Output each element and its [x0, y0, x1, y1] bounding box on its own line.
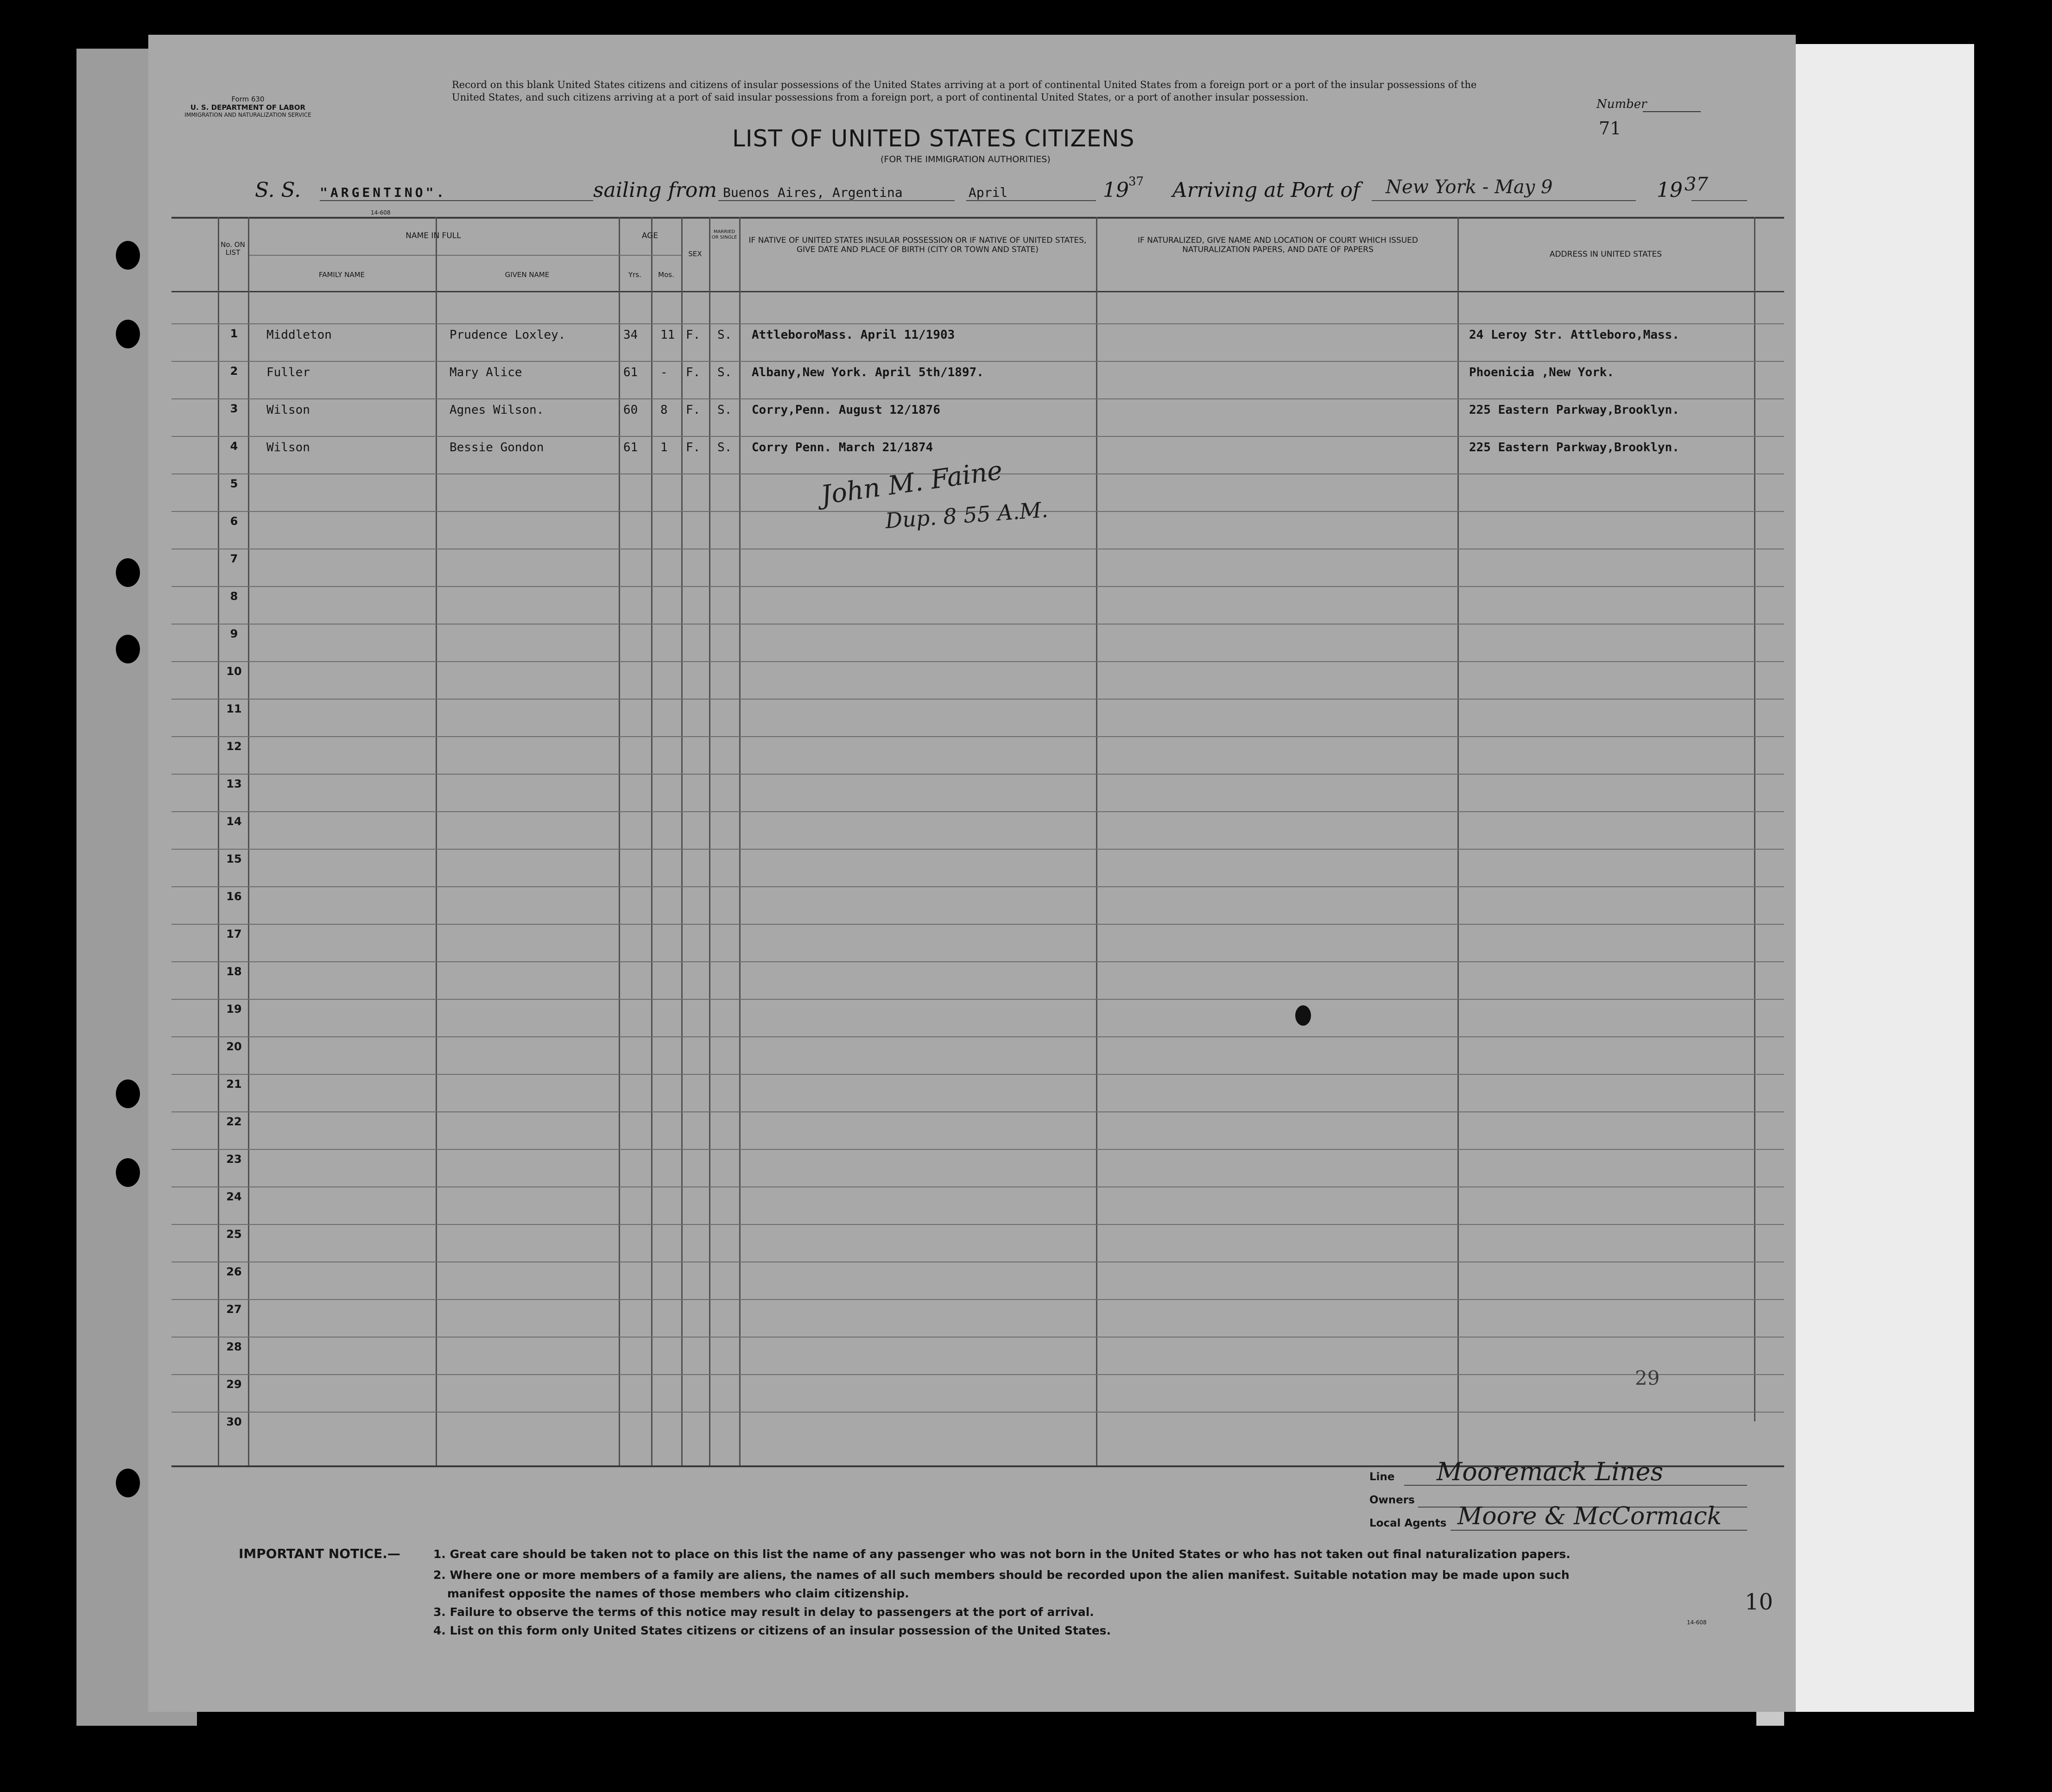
- given-name-cell: Bessie Gondon: [450, 441, 544, 454]
- punch-hole-icon: [116, 320, 140, 348]
- agents-underline: [1450, 1530, 1747, 1531]
- given-name-cell: Mary Alice: [450, 366, 522, 379]
- row-number: 16: [226, 890, 242, 903]
- sex-cell: F.: [686, 441, 701, 454]
- row-rule: [171, 924, 1784, 925]
- service-name: IMMIGRATION AND NATURALIZATION SERVICE: [184, 112, 311, 118]
- row-rule: [171, 736, 1784, 737]
- arrival-year-suffix: 37: [1685, 174, 1708, 195]
- col-header-name-in-full: NAME IN FULL: [405, 231, 461, 240]
- col-header-given-name: GIVEN NAME: [505, 271, 550, 279]
- sex-cell: F.: [686, 328, 701, 342]
- row-number: 24: [226, 1190, 242, 1203]
- row-number: 10: [226, 665, 242, 678]
- form-code: 14-608: [1687, 1619, 1707, 1626]
- row-number: 27: [226, 1303, 242, 1316]
- col-header-birth: IF NATIVE OF UNITED STATES INSULAR POSSESSION OR IF NATIVE OF UNITED STATES, GIVE DATE AND PLACE OF BIRTH (CITY OR TOWN AND STATE): [748, 236, 1087, 254]
- row-number: 1: [230, 327, 238, 340]
- col-divider: [709, 217, 710, 1465]
- row-number: 25: [226, 1228, 242, 1241]
- birth-place-date-cell: Corry,Penn. August 12/1876: [752, 403, 940, 417]
- row-rule: [171, 1337, 1784, 1338]
- marital-status-cell: S.: [717, 441, 732, 454]
- age-years-cell: 61: [623, 441, 638, 454]
- row-rule: [171, 436, 1784, 437]
- sex-cell: F.: [686, 366, 701, 379]
- row-rule: [171, 1186, 1784, 1187]
- arrival-year-prefix: 19: [1657, 178, 1683, 202]
- notice-title: IMPORTANT NOTICE.—: [239, 1546, 400, 1561]
- col-divider: [1457, 217, 1459, 1465]
- family-name-cell: Wilson: [266, 403, 310, 417]
- row-rule: [171, 886, 1784, 887]
- family-name-cell: Fuller: [266, 366, 310, 379]
- birth-place-date-cell: AttleboroMass. April 11/1903: [752, 328, 955, 342]
- us-address-cell: 24 Leroy Str. Attleboro,Mass.: [1469, 328, 1679, 342]
- notice-4: 4. List on this form only United States citizens or citizens of an insular possession of the United States.: [433, 1624, 1111, 1637]
- row-number: 7: [230, 552, 238, 565]
- row-rule: [171, 661, 1784, 662]
- us-address-cell: 225 Eastern Parkway,Brooklyn.: [1469, 403, 1679, 417]
- local-agents-label: Local Agents: [1369, 1517, 1447, 1529]
- row-number: 3: [230, 402, 238, 415]
- row-number: 22: [226, 1115, 242, 1128]
- row-number: 6: [230, 515, 238, 528]
- row-rule: [171, 1224, 1784, 1225]
- handwritten-time-note: Dup. 8 55 A.M.: [884, 497, 1049, 534]
- given-name-cell: Prudence Loxley.: [450, 328, 566, 342]
- col-header-number: No. ON LIST: [221, 240, 245, 257]
- department-name: U. S. DEPARTMENT OF LABOR: [190, 103, 306, 112]
- row-rule: [171, 1374, 1784, 1375]
- family-name-cell: Middleton: [266, 328, 332, 342]
- ship-name: "ARGENTINO".: [320, 185, 447, 200]
- row-rule: [171, 849, 1784, 850]
- col-divider: [1754, 217, 1755, 1421]
- sailing-from-label: sailing from: [593, 178, 717, 202]
- owners-label: Owners: [1369, 1494, 1415, 1506]
- row-rule: [171, 586, 1784, 587]
- row-rule: [171, 361, 1784, 362]
- number-underline: [1643, 111, 1701, 112]
- col-divider: [739, 217, 741, 1465]
- punch-hole-icon: [116, 1158, 140, 1187]
- birth-place-date-cell: Albany,New York. April 5th/1897.: [752, 366, 984, 379]
- row-number: 18: [226, 965, 242, 978]
- col-divider: [681, 217, 683, 1465]
- row-number: 9: [230, 627, 238, 640]
- row-rule: [171, 999, 1784, 1000]
- col-divider: [619, 217, 620, 1465]
- col-divider: [651, 217, 652, 1465]
- row-number: 20: [226, 1040, 242, 1053]
- col-divider: [436, 217, 437, 1465]
- row-rule: [171, 323, 1784, 324]
- age-header-rule: [619, 255, 681, 256]
- punch-hole-icon: [116, 635, 140, 663]
- row-rule: [171, 624, 1784, 625]
- age-months-cell: 11: [660, 328, 675, 342]
- handwritten-signature: John M. Faine: [819, 455, 1005, 511]
- col-header-married-single: MARRIED OR SINGLE: [711, 229, 737, 240]
- col-header-months: Mos.: [658, 271, 674, 279]
- top-code: 14-608: [371, 209, 391, 216]
- sailing-from: Buenos Aires, Argentina: [723, 185, 903, 200]
- marital-status-cell: S.: [717, 366, 732, 379]
- row-rule: [171, 699, 1784, 700]
- col-header-years: Yrs.: [628, 271, 641, 279]
- row-rule: [171, 1074, 1784, 1075]
- col-header-address: ADDRESS IN UNITED STATES: [1549, 250, 1662, 259]
- row-number: 28: [226, 1340, 242, 1353]
- age-months-cell: 1: [660, 441, 668, 454]
- row-rule: [171, 1299, 1784, 1300]
- age-years-cell: 60: [623, 403, 638, 417]
- form-number: Form 630: [231, 95, 265, 103]
- punch-hole-icon: [116, 1079, 140, 1108]
- number-label: Number: [1596, 97, 1647, 111]
- marital-status-cell: S.: [717, 403, 732, 417]
- row-number: 15: [226, 852, 242, 865]
- age-months-cell: 8: [660, 403, 668, 417]
- line-label: Line: [1369, 1471, 1395, 1483]
- header-mid-rule: [248, 255, 619, 256]
- right-sheet: [1775, 44, 1974, 1712]
- row-number: 13: [226, 777, 242, 790]
- arriving-label: Arriving at Port of: [1172, 178, 1361, 202]
- row-number: 4: [230, 440, 238, 453]
- table-top-rule: [171, 217, 1784, 219]
- col-header-family-name: FAMILY NAME: [318, 271, 365, 279]
- row-number: 2: [230, 365, 238, 378]
- notice-2: 2. Where one or more members of a family are aliens, the names of all such members should be recorded upon the alien manifest. Suitable notation may be made upon such: [433, 1568, 1570, 1582]
- line-underline: [1404, 1485, 1747, 1486]
- year-prefix: 19: [1103, 178, 1129, 202]
- age-months-cell: -: [660, 366, 668, 379]
- row-rule: [171, 1036, 1784, 1037]
- us-address-cell: 225 Eastern Parkway,Brooklyn.: [1469, 441, 1679, 454]
- row-number: 26: [226, 1265, 242, 1278]
- form-instructions: Record on this blank United States citizens and citizens of insular possessions of the United States arriving at a port of continental United States from a foreign port or a port of the insular possessions of the United States, and such citizens arriving at a port of said insular possessions from a foreign port, a port of continental United States, or a port of another insular possession.: [452, 79, 1477, 103]
- notice-1: 1. Great care should be taken not to place on this list the name of any passenger who was not born in the United States or who has not taken out final naturalization papers.: [433, 1547, 1571, 1561]
- row-rule: [171, 961, 1784, 962]
- corner-number: 10: [1745, 1589, 1773, 1615]
- punch-hole-icon: [116, 1469, 140, 1497]
- birth-place-date-cell: Corry Penn. March 21/1874: [752, 441, 933, 454]
- ss-label: S. S.: [255, 178, 301, 202]
- row-rule: [171, 1412, 1784, 1413]
- row-number: 14: [226, 815, 242, 828]
- year-suffix: 37: [1128, 175, 1144, 189]
- row-number: 30: [226, 1415, 242, 1428]
- row-number: 21: [226, 1078, 242, 1091]
- header-bottom-rule: [171, 291, 1784, 292]
- punch-hole-icon: [116, 558, 140, 587]
- row-rule: [171, 1149, 1784, 1150]
- us-address-cell: Phoenicia ,New York.: [1469, 366, 1615, 379]
- sailing-month: April: [969, 185, 1008, 200]
- row-number: 8: [230, 590, 238, 603]
- row-rule: [171, 774, 1784, 775]
- page-subtitle: (FOR THE IMMIGRATION AUTHORITIES): [880, 154, 1051, 164]
- local-agents-value: Moore & McCormack: [1457, 1502, 1722, 1530]
- number-value: 71: [1599, 118, 1621, 139]
- row-number: 17: [226, 928, 242, 940]
- age-years-cell: 61: [623, 366, 638, 379]
- form-identifier: [176, 95, 320, 118]
- row-number: 5: [230, 477, 238, 490]
- family-name-cell: Wilson: [266, 441, 310, 454]
- punch-hole-icon: [116, 241, 140, 270]
- col-header-naturalized: IF NATURALIZED, GIVE NAME AND LOCATION OF COURT WHICH ISSUED NATURALIZATION PAPERS, AND DATE OF PAPERS: [1137, 236, 1418, 254]
- row-rule: [171, 811, 1784, 812]
- col-divider: [1096, 217, 1097, 1465]
- notice-2-cont: manifest opposite the names of those members who claim citizenship.: [447, 1587, 909, 1600]
- row-number: 11: [226, 702, 242, 715]
- age-years-cell: 34: [623, 328, 638, 342]
- arrival-port-date: New York - May 9: [1386, 177, 1553, 198]
- row-rule: [171, 398, 1784, 399]
- row-number: 29: [226, 1378, 242, 1391]
- row-rule: [171, 1111, 1784, 1112]
- row-number: 23: [226, 1153, 242, 1166]
- col-header-age: AGE: [641, 231, 659, 240]
- line-value: Mooremack Lines: [1437, 1457, 1664, 1486]
- sex-cell: F.: [686, 403, 701, 417]
- page-number: 29: [1635, 1367, 1660, 1389]
- notice-3: 3. Failure to observe the terms of this notice may result in delay to passengers at the port of arrival.: [433, 1605, 1094, 1619]
- page-title: LIST OF UNITED STATES CITIZENS: [732, 125, 1135, 152]
- row-number: 12: [226, 740, 242, 753]
- marital-status-cell: S.: [717, 328, 732, 342]
- col-header-sex: SEX: [688, 250, 702, 258]
- ink-blot: [1295, 1005, 1311, 1026]
- row-number: 19: [226, 1003, 242, 1016]
- given-name-cell: Agnes Wilson.: [450, 403, 544, 417]
